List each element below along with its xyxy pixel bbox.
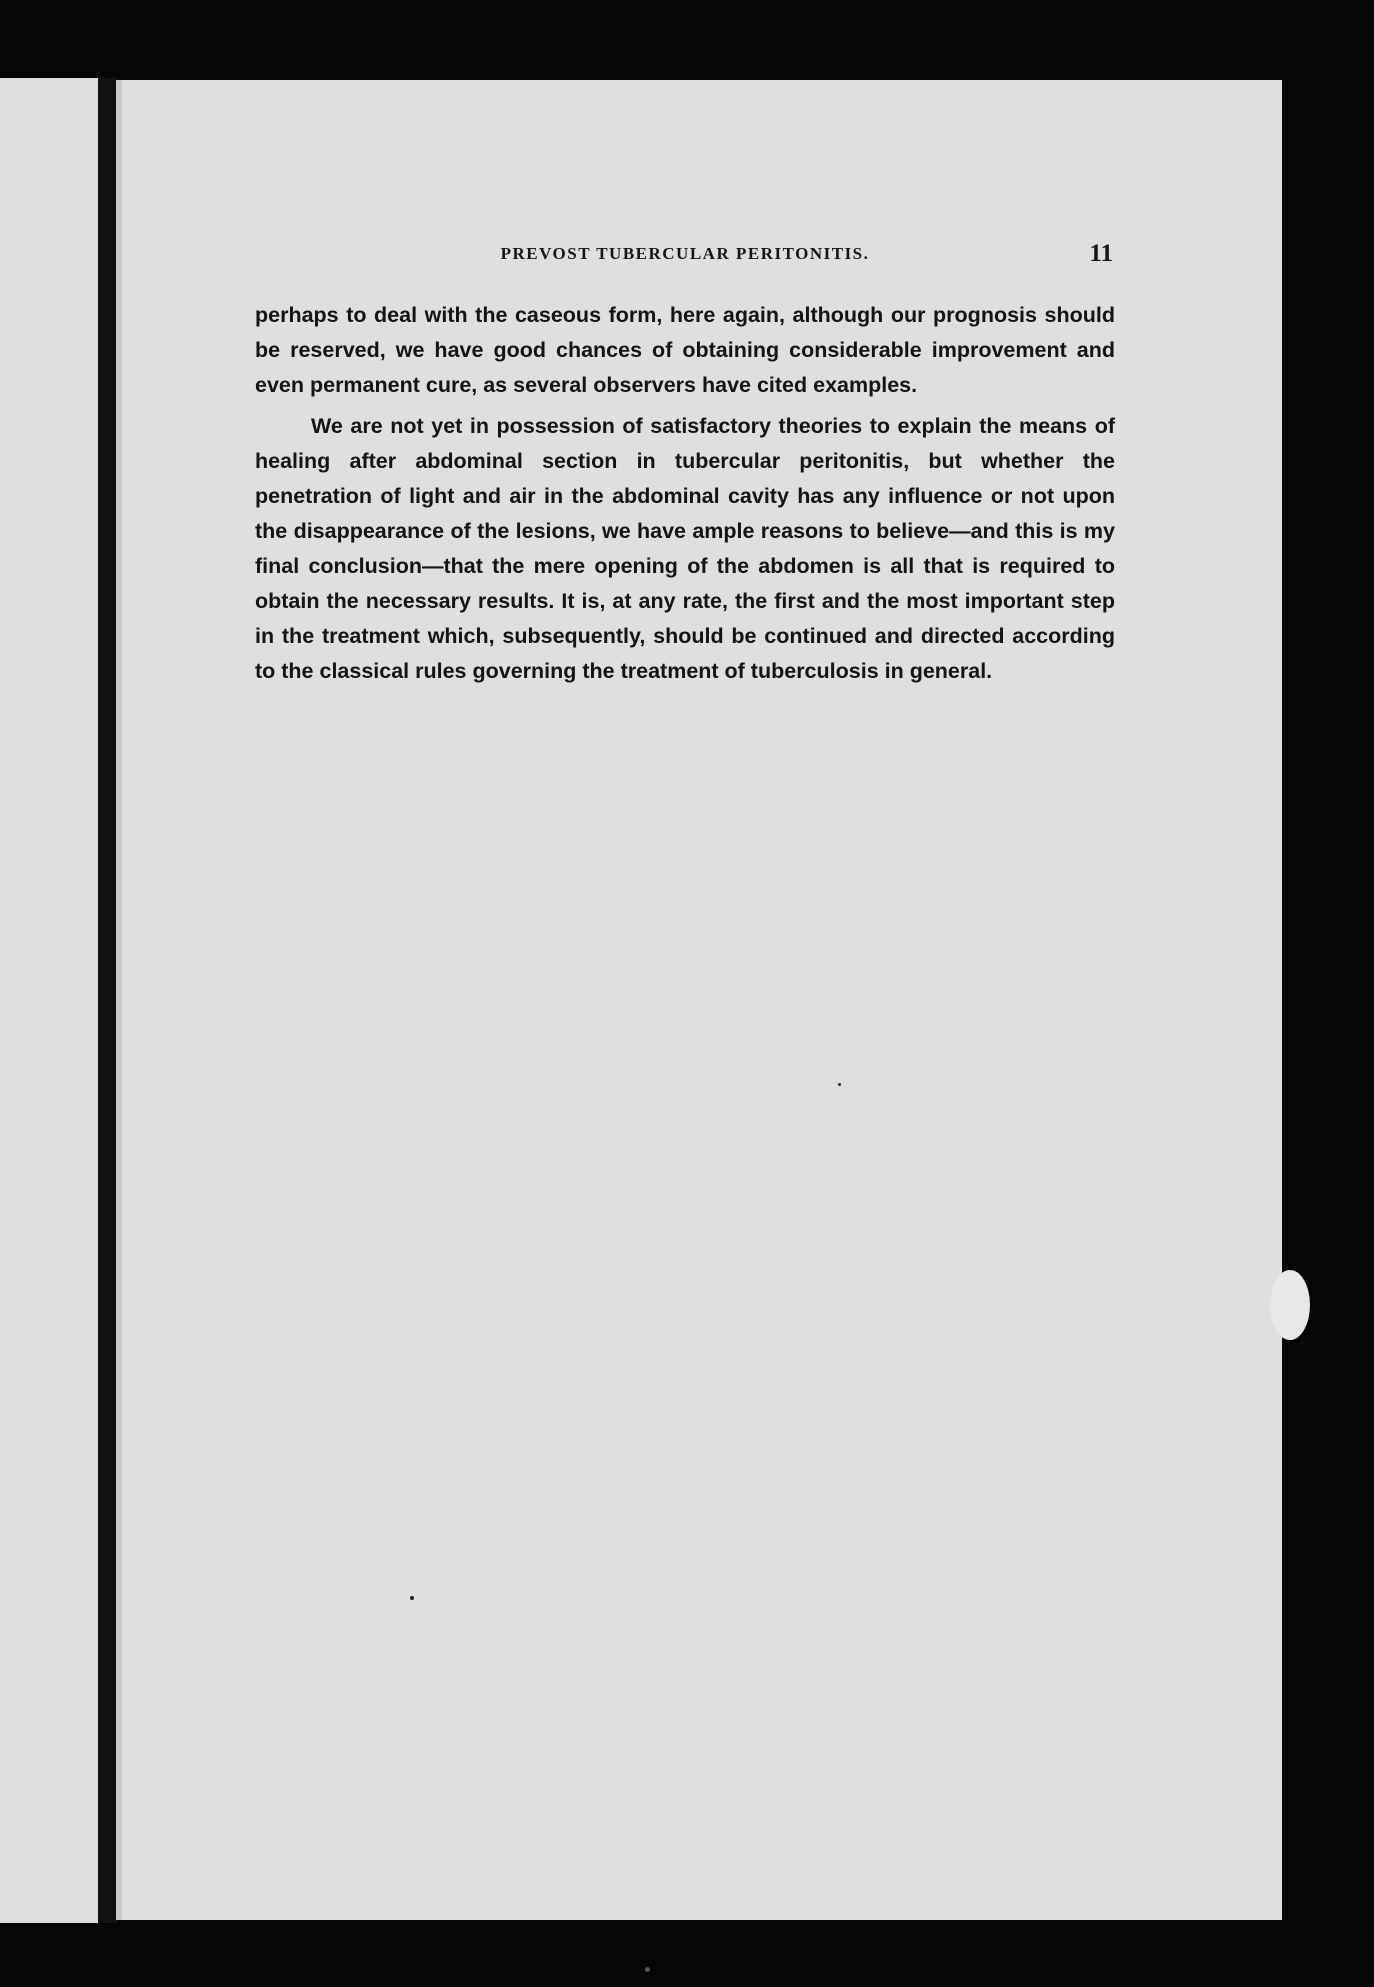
body-text [255,298,1115,689]
scan-speck [645,1967,650,1972]
page-number: 11 [1089,240,1113,267]
page-blemish [1270,1270,1310,1340]
previous-page-edge [0,78,100,1923]
book-spine [98,78,118,1923]
scan-speck [410,1596,414,1600]
paragraph-2: We are not yet in possession of satisfactory theories to explain the means of healing after abdominal section in tubercular peritonitis, but whether the penetration of light and air in the abdominal cavity has any influence or not upon the disappearance of the lesions, we have ample reasons to believe—and this is my final conclusion—that the mere opening of the abdomen is all that is required to obtain the necessary results. It is, at any rate, the first and the most important step in the treatment which, subsequently, should be continued and directed according to the classical rules governing the treatment of tuberculosis in general. [255,414,1115,683]
running-title: PREVOST TUBERCULAR PERITONITIS. [500,244,870,263]
paragraph-1: perhaps to deal with the caseous form, here again, although our prognosis should be reserved, we have good chances of obtaining considerable improvement and even permanent cure, as several observers have cited examples. [255,303,1115,397]
page-gutter-shadow [116,80,122,1920]
running-head [255,240,1115,270]
scan-speck [838,1083,841,1086]
